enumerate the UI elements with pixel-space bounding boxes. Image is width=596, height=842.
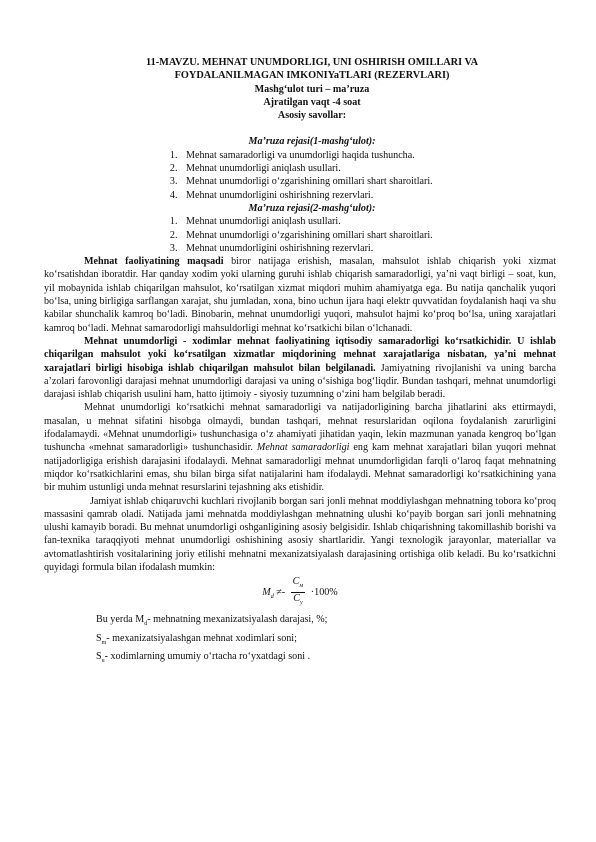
paragraph-3-italic: Mehnat samaradorligi <box>256 442 350 454</box>
definitions-list <box>44 613 556 668</box>
list-item: 1. Mehnat unumdorligi aniqlash usullari. <box>180 215 556 228</box>
mechanization-formula <box>44 576 556 609</box>
formula-operator: ≠- <box>276 587 286 599</box>
list-item: 4. Mehnat unumdorligini oshirishning rezervlari. <box>180 189 556 202</box>
formula-lhs: M <box>262 587 271 599</box>
formula-numerator: $C_м$ <box>291 576 306 593</box>
paragraph-4: Jamiyat ishlab chiqaruvchi kuchlari rivojlanib borgan sari jonli mehnat moddiylashgan mehnatning tobora ko‘proq massasini qamrab oladi. Natijada jami mehnatda moddiylashgan mehnatning ulushi ko‘payib borgan sari jonli mehnatning ulushi kamayib boradi. Bu mehnat unumdorligi oshganligining asosiy belgisidir. Ishlab chiqarishning takomillashib borishi va fan-texnika taraqqiyoti mehnat unumdorligi oshishining asosiy shartlaridir. Yangi texnologik jarayonlar, materiallar va avtomatlashtirish vositalarining joriy etilishi mehnatni mexanizatsiyalash darajasining ortishiga olib keladi. Bu ko‘rsatkichni quyidagi formula bilan ifodalash mumkin: <box>44 495 556 573</box>
paragraph-1 <box>44 255 556 335</box>
list-item: 3. Mehnat unumdorligini oshirishning rezervlari. <box>180 242 556 255</box>
plan1-heading: Ma’ruza rejasi(1-mashg‘ulot): <box>248 136 376 148</box>
list-item: 2. Mehnat unumdorligi o‘zgarishining omillari shart sharoitlari. <box>180 229 556 242</box>
body-text <box>44 255 556 668</box>
plan2-heading: Ma’ruza rejasi(2-mashg‘ulot): <box>248 202 376 214</box>
paragraph-3-text-a: Mehnat unumdorligi ko‘rsatkichi mehnat samaradorligi va natijadorligining barcha jihatlarini aks ettirmaydi, masalan, u mehnat sifatini hisobga olmaydi, bundan tashqari, mehnat resurslaridan oqilona foydalanish zarurligini ifodalamaydi. «Mehnat unumdorligi» tushunchasiga o‘z ahamiyati jihatidan yaqin, lekin mazmunan yanada kengroq bo‘lgan tushuncha «mehnat samaradorligi» tushunchasidir. <box>44 402 556 454</box>
formula-denominator: $C_у$ <box>293 593 303 607</box>
paragraph-2-bold: Mehnat unumdorligi - xodimlar mehnat faoliyatining iqtisodiy samaradorligi ko‘rsatkichidir. U ishlab chiqarilgan mahsulot yoki ko‘rsatilgan xizmatlar miqdorining mehnat xarajatlariga nisbatan, ya’ni mehnat xarajatlari birligi hisobiga ishlab chiqarilgan mahsulot bilan belgilanadi. <box>44 335 556 374</box>
definitions-intro: Bu yerda <box>96 614 136 626</box>
paragraph-1-text: biror natijaga erishish, masalan, mahsulot ishlab chiqarish yoki xizmat ko‘rsatishdan iboratdir. Har qanday xodim yoki ularning guruhi ishlab chiqarish samaradorligi, ya’ni vaqt birligi – soat, kun, yil mobaynida ishlab chiqarilgan mahsulot, ko‘rsatilgan xizmat miqdori muhim ahamiyatga ega. Bu natija qanchalik yuqori bo‘lsa, uning birligiga sarflangan xarajat, shu jumladan, xona, bino uchun ijara haqi elektr quvvatidan foydalanish haqi va shu kabilar shunchalik kamroq bo‘ladi. Binobarin, mehnat unumdorligi yuqori, mahsulot hajmi ko‘proq bo‘lsa, uning xarajatlari kamroq bo‘ladi. Mehnat samarodorligi mahsuldorligi mehnat ko‘rsatkichi bilan o‘lchanadi. <box>44 256 556 334</box>
formula-tail: ·100% <box>310 587 338 599</box>
formula-lhs-sub: d <box>270 594 274 601</box>
definition-item: $S_m-$ mexanizatsiyalashgan mehnat xodimlari soni; <box>96 632 297 646</box>
list-item: 3. Mehnat unumdorligi o‘zgarishining omillari shart sharoitlari. <box>180 175 556 188</box>
list-item: 1. Mehnat samaradorligi va unumdorligi haqida tushuncha. <box>180 149 556 162</box>
definition-item: Bu yerda $M_d-$ mehnatning mexanizatsiyalash darajasi, %; <box>96 614 328 628</box>
paragraph-3-text-b: eng kam mehnat xarajatlari bilan yuqori mehnat natijadorligiga erishish darajasini ifodalaydi. Mehnat samaradorligi mehnat unumdorligidan farqli o‘laroq faqat mehnatning miqdor ko‘rsatkichlarini emas, shu bilan birga sifat natijalarini ham ifodalaydi. Mehnat samaradorligi ko‘rsatkichining yana bir muhim ustunligi unda mehnat resurslarini tejashning aks etishidir. <box>44 442 556 494</box>
lesson-type: Mashg‘ulot turi – ma’ruza <box>254 83 370 95</box>
allotted-time: Ajratilgan vaqt -4 soat <box>263 96 361 108</box>
paragraph-2-text: Jamiyatning rivojlanishi va uning barcha a’zolari farovonligi darajasi mehnat unumdorligi darajasi va uning o‘sishiga bog‘liqdir. Bundan tashqari, mehnat unumdorligi darajasi ishlab chiqarish usulini ham, hatto ijtimoiy - siyosiy tuzumning o‘zini ham belgilab beradi. <box>44 362 557 401</box>
plan2-list <box>68 215 556 255</box>
plan1-list <box>68 149 556 202</box>
topic-title-line2: FOYDALANILMAGAN IMKONIYaTLARI (REZERVLARI) <box>174 70 450 82</box>
formula-fraction <box>291 576 306 609</box>
list-item: 2. Mehnat unumdorligi aniqlash usullari. <box>180 162 556 175</box>
topic-title-line1: 11-MAVZU. MEHNAT UNUMDORLIGI, UNI OSHIRISH OMILLARI VA <box>145 57 479 68</box>
main-questions-heading: Asosiy savollar: <box>277 110 347 122</box>
paragraph-3 <box>44 401 556 494</box>
paragraph-1-bold: Mehnat faoliyatining maqsadi <box>84 256 224 268</box>
definition-item: $S_u-$ xodimlarning umumiy o‘rtacha ro‘yxatdagi soni . <box>96 650 311 664</box>
paragraph-2 <box>44 335 556 401</box>
